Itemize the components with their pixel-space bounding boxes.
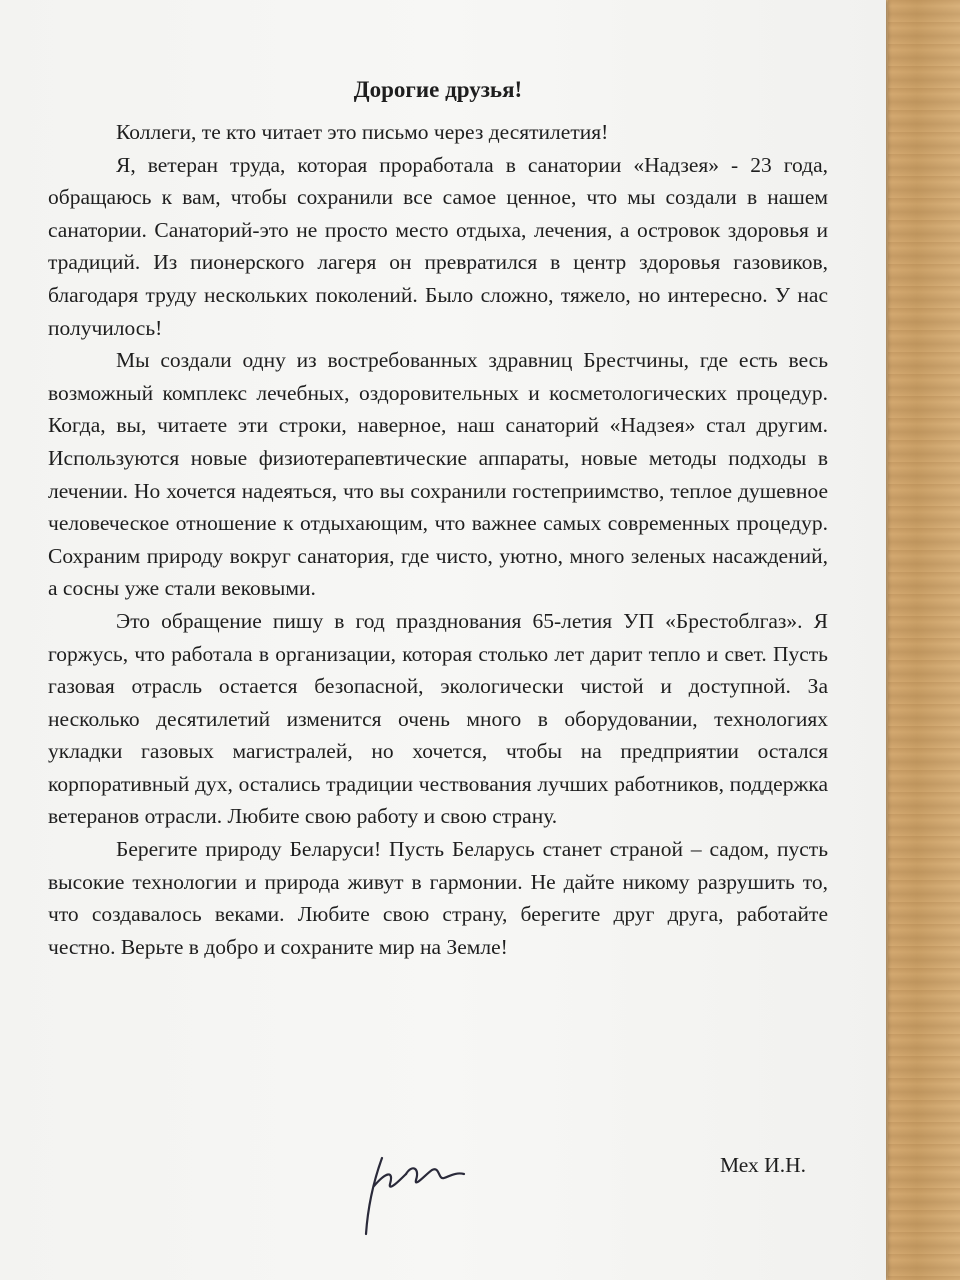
wooden-table-background — [888, 0, 960, 1280]
letter-author: Мех И.Н. — [719, 1153, 806, 1177]
letter-paragraph-3: Мы создали одну из востребованных здравниц Брестчины, где есть весь возможный комплекс лечебных, оздоровительных и косметологических процедур. Когда, вы, читаете эти строки, наверное, наш санаторий «Надзея» стал другим. Используются новые физиотерапевтические аппараты, новые методы подходы в лечении. Но хочется надеяться, что вы сохранили гостеприимство, теплое душевное человеческое отношение к отдыхающим, что важнее самых современных процедур. Сохраним природу вокруг санатория, где чисто, уютно, много зеленых насаждений, а сосны уже стали вековыми. — [48, 348, 828, 601]
letter-paragraph-1: Коллеги, те кто читает это письмо через десятилетия! — [116, 120, 609, 144]
letter-title: Дорогие друзья! — [353, 77, 523, 102]
signature-icon — [360, 1150, 470, 1240]
letter-paragraph-4: Это обращение пишу в год празднования 65-летия УП «Брестоблгаз». Я горжусь, что работала в организации, которая столько лет дарит тепло и свет. Пусть газовая отрасль остается безопасной, экологически чистой и доступной. За несколько десятилетий изменится очень много в оборудовании, технологиях укладки газовых магистралей, но хочется, чтобы на предприятии остался корпоративный дух, остались традиции чествования лучших работников, поддержка ветеранов отрасли. Любите свою работу и свою страну. — [48, 608, 828, 829]
letter-body — [48, 72, 828, 963]
letter-paragraph-5: Берегите природу Беларуси! Пусть Беларусь станет страной – садом, пусть высокие технологии и природа живут в гармонии. Не дайте никому разрушить то, что создавалось веками. Любите свою страну, берегите друг друга, работайте честно. Верьте в добро и сохраните мир на Земле! — [48, 837, 828, 959]
letter-paragraph-2: Я, ветеран труда, которая проработала в санатории «Надзея» - 23 года, обращаюсь к вам, чтобы сохранили все самое ценное, что мы создали в нашем санатории. Санаторий-это не просто место отдыха, лечения, а островок здоровья и традиций. Из пионерского лагеря он превратился в центр здоровья газовиков, благодаря труду нескольких поколений. Было сложно, тяжело, но интересно. У нас получилось! — [48, 152, 828, 340]
handwritten-signature — [360, 1150, 470, 1240]
